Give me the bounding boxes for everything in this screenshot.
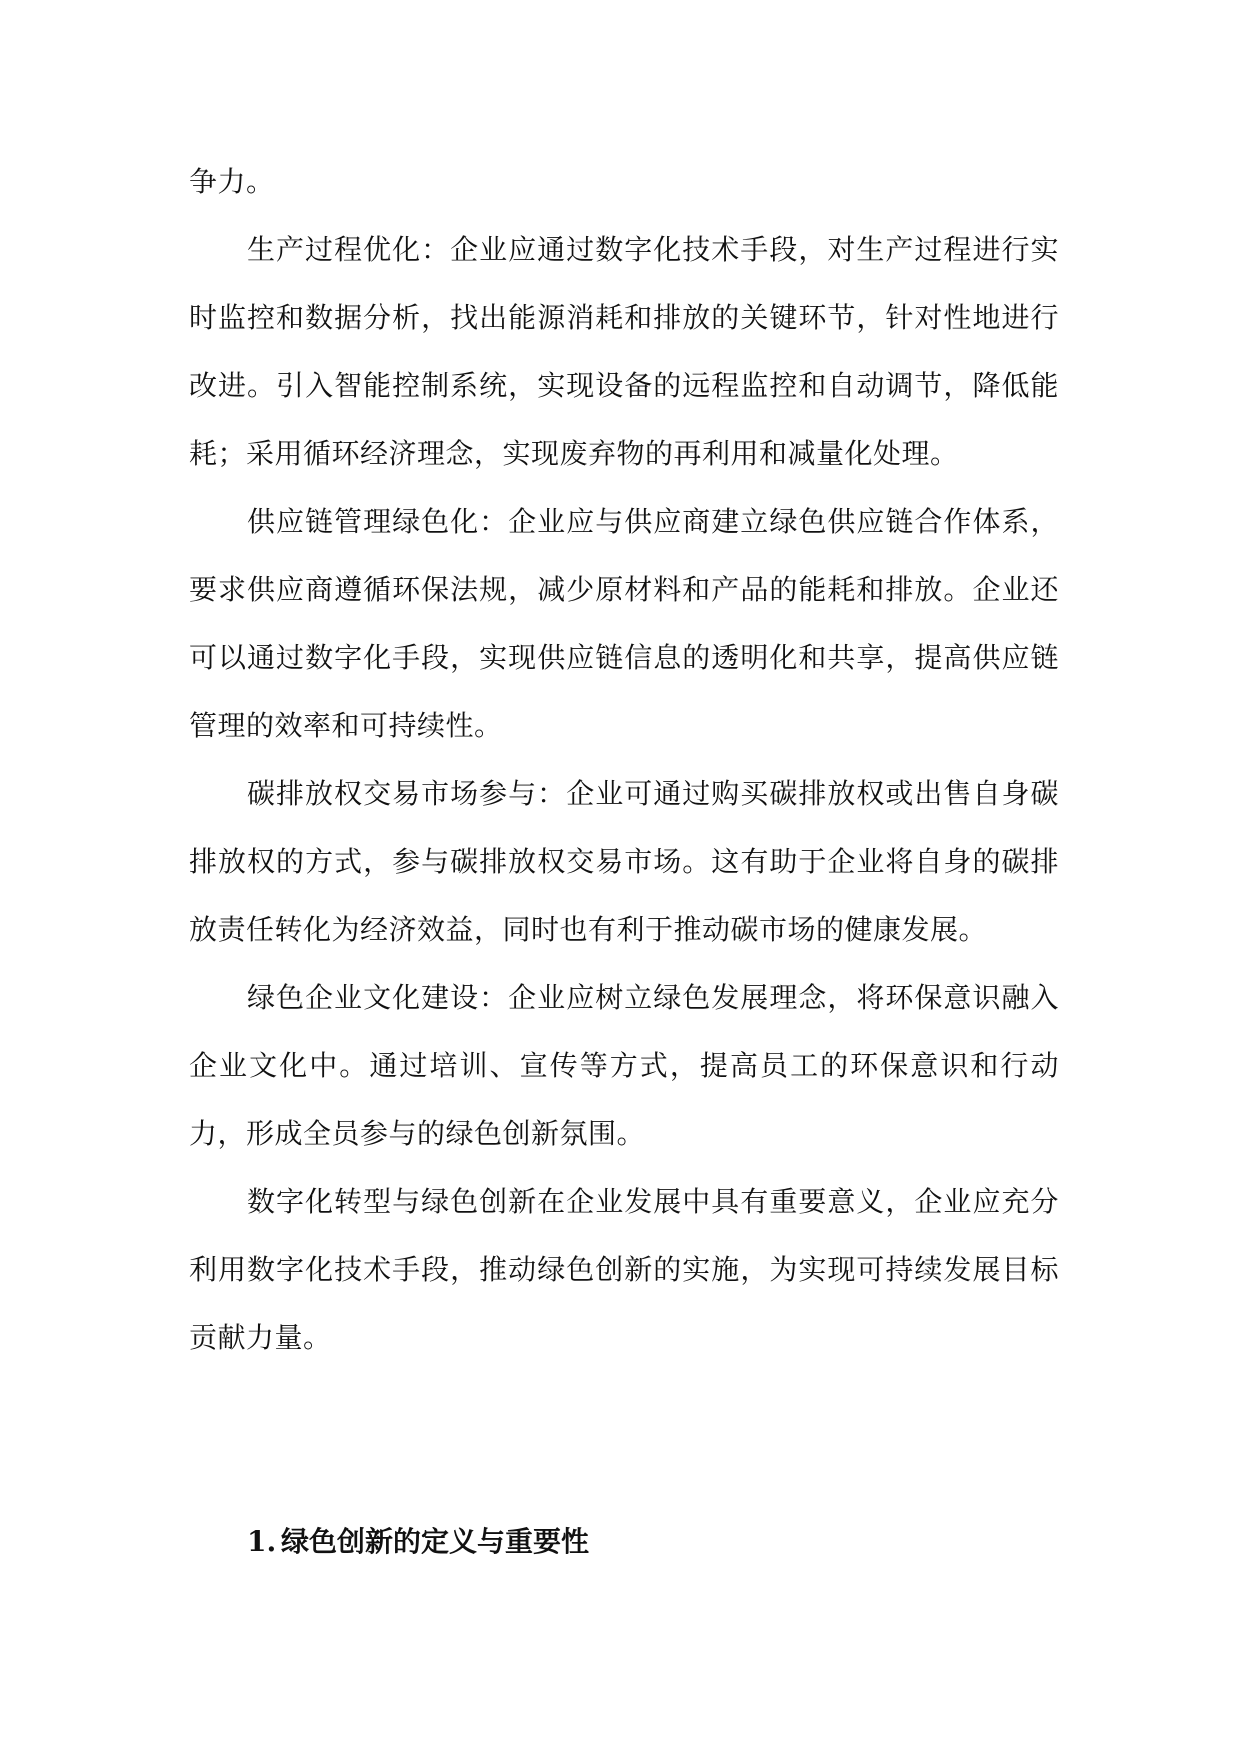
section-title: 绿色创新的定义与重要性: [281, 1525, 590, 1558]
paragraph-carbon-trading: 碳排放权交易市场参与：企业可通过购买碳排放权或出售自身碳排放权的方式，参与碳排放权交易市场。这有助于企业将自身的碳排放责任转化为经济效益，同时也有利于推动碳市场的健康发展。: [189, 777, 1059, 946]
section-heading: [247, 1522, 589, 1562]
paragraph-green-supply-chain: 供应链管理绿色化：企业应与供应商建立绿色供应链合作体系，要求供应商遵循环保法规，减少原材料和产品的能耗和排放。企业还可以通过数字化手段，实现供应链信息的透明化和共享，提高供应链管理的效率和可持续性。: [189, 505, 1059, 742]
section-number: 1.: [247, 1525, 277, 1558]
paragraph-continuation: 争力。: [189, 165, 275, 198]
paragraph-green-culture: 绿色企业文化建设：企业应树立绿色发展理念，将环保意识融入企业文化中。通过培训、宣传等方式，提高员工的环保意识和行动力，形成全员参与的绿色创新氛围。: [189, 981, 1059, 1150]
paragraph-production-optimization: 生产过程优化：企业应通过数字化技术手段，对生产过程进行实时监控和数据分析，找出能源消耗和排放的关键环节，针对性地进行改进。引入智能控制系统，实现设备的远程监控和自动调节，降低能耗；采用循环经济理念，实现废弃物的再利用和减量化处理。: [189, 233, 1059, 470]
body-text: [189, 148, 1059, 1372]
paragraph-conclusion: 数字化转型与绿色创新在企业发展中具有重要意义，企业应充分利用数字化技术手段，推动绿色创新的实施，为实现可持续发展目标贡献力量。: [189, 1185, 1059, 1354]
